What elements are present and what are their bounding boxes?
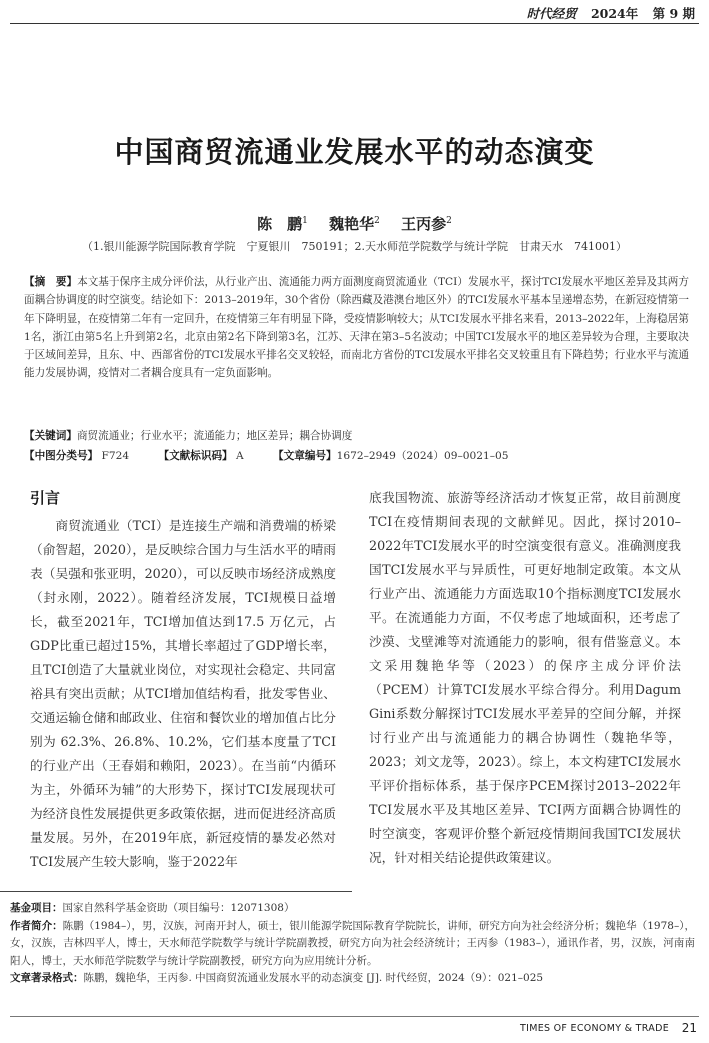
- body-column-right: [369, 486, 681, 870]
- author-bio-text: 陈鹏（1984–），男，汉族，河南开封人，硕士，银川能源学院国际教育学院院长，讲师，研究方向为社会经济分析；魏艳华（1978–），女，汉族，吉林四平人，博士，天水师范学院数学与统计学院副教授，研究方向为社会经济统计；王丙参（1983–），通讯作者，男，汉族，河南南阳人，博士，天水师范学院数学与统计学院副教授，研究方向为应用统计分析。: [10, 919, 696, 967]
- doc-code: [158, 450, 243, 462]
- author-3: [401, 215, 452, 233]
- clc-code: [24, 450, 129, 462]
- footer-rule: [10, 1016, 699, 1017]
- author-3-affil-mark: 2: [446, 216, 452, 226]
- header-rule: [10, 23, 699, 24]
- journal-name: 时代经贸: [526, 6, 577, 21]
- author-bio-label: 作者简介：: [10, 919, 63, 932]
- page-number: 21: [681, 1021, 697, 1035]
- citation-note: [10, 970, 695, 988]
- body-column-left: [30, 514, 336, 874]
- citation-label: 文章著录格式：: [10, 972, 84, 985]
- classification-line: [24, 448, 689, 463]
- footer-journal-name: TIMES OF ECONOMY & TRADE: [520, 1023, 669, 1034]
- keywords: [24, 428, 689, 443]
- author-bio-note: [10, 918, 695, 971]
- article-number-value: 1672–2949（2024）09–0021–05: [336, 450, 509, 462]
- citation-text: 陈鹏，魏艳华，王丙参. 中国商贸流通业发展水平的动态演变 [J]. 时代经贸，2024（9）：021–025: [83, 972, 544, 985]
- doc-label: 【文献标识码】: [158, 450, 233, 462]
- intro-paragraph-1: 商贸流通业（TCI）是连接生产端和消费端的桥梁（俞智超，2020），是反映综合国力与生活水平的晴雨表（吴强和张亚明，2020），可以反映市场经济成熟度（封永刚，2022）。随着经济发展，TCI规模日益增长，截至2021年，TCI增加值达到17.5 万亿元，占GDP比重已超过15%，其增长率超过了GDP增长率，且TCI创造了大量就业岗位，对实现社会稳定、共同富裕具有突出贡献；从TCI增加值结构看，批发零售业、交通运输仓储和邮政业、住宿和餐饮业的增加值占比分别为 62.3%、26.8%、10.2%，它们基本度量了TCI的行业产出（王春娟和赖阳，2023）。在当前“内循环为主，外循环为辅”的大形势下，探讨TCI发展现状可为经济良性发展提供更多政策依据，进而促进经济高质量发展。另外，在2019年底，新冠疫情的暴发必然对TCI发展产生较大影响，鉴于2022年: [30, 518, 336, 869]
- journal-issue: 第 9 期: [652, 6, 695, 21]
- article-number: [273, 450, 508, 462]
- author-2-affil-mark: 2: [374, 216, 380, 226]
- running-header: [517, 4, 695, 22]
- keywords-label: 【关键词】: [24, 430, 77, 442]
- affiliation: （1.银川能源学院国际教育学院 宁夏银川 750191；2.天水师范学院数学与统计学院 甘肃天水 741001）: [82, 240, 627, 253]
- doc-value: A: [236, 450, 244, 462]
- author-3-name: 王丙参: [401, 215, 447, 233]
- abstract-text: 本文基于保序主成分评价法，从行业产出、流通能力两方面测度商贸流通业（TCI）发展水平，探讨TCI发展水平地区差异及其两方面耦合协调度的时空演变。结论如下：2013–2019年，30个省份（除西藏及港澳台地区外）的TCI发展水平基本呈递增态势，在新冠疫情第一年下降明显，在疫情第二年有一定回升，在疫情第三年有明显下降，受疫情影响较大；从TCI发展水平排名来看，2013–2022年，上海稳居第1名，浙江由第5名上升到第2名，北京由第2名下降到第3名，江苏、天津在第3–5名波动；中国TCI发展水平的地区差异较为合理，主要取决于区域间差异，且东、中、西部省份的TCI发展水平排名交叉较轻，而南北方省份的TCI发展水平排名交叉较重且有下降趋势；行业水平与流通能力发展协调，疫情对二者耦合度具有一定负面影响。: [24, 276, 689, 380]
- clc-label: 【中图分类号】: [24, 450, 99, 462]
- section-heading-intro: 引言: [30, 489, 61, 507]
- author-1: [257, 215, 308, 233]
- author-list: [0, 213, 709, 234]
- author-1-name: 陈 鹏: [257, 215, 303, 233]
- abstract-label: 【摘 要】: [24, 276, 78, 288]
- clc-value: F724: [101, 450, 130, 462]
- author-2: [329, 215, 380, 233]
- fund-label: 基金项目：: [10, 902, 63, 914]
- fund-text: 国家自然科学基金资助（项目编号：12071308）: [62, 902, 295, 914]
- footnotes: [10, 900, 695, 988]
- footnote-rule: [0, 891, 352, 892]
- intro-paragraph-2: 底我国物流、旅游等经济活动才恢复正常，故目前测度TCI在疫情期间表现的文献鲜见。因此，探讨2010–2022年TCI发展水平的时空演变很有意义。准确测度我国TCI发展水平与异质性，可更好地制定政策。本文从行业产出、流通能力方面选取10个指标测度TCI发展水平。在流通能力方面，不仅考虑了地域面积，还考虑了沙漠、戈壁滩等对流通能力的影响，很有借鉴意义。本文采用魏艳华等（2023）的保序主成分评价法（PCEM）计算TCI发展水平综合得分。利用Dagum Gini系数分解探讨TCI发展水平差异的空间分解，并探讨行业产出与流通能力的耦合协调性（魏艳华等，2023；刘文龙等，2023）。综上，本文构建TCI发展水平评价指标体系，基于保序PCEM探讨2013–2022年TCI发展水平及其地区差异、TCI两方面耦合协调性的时空演变，客观评价整个新冠疫情期间我国TCI发展状况，针对相关结论提供政策建议。: [369, 490, 681, 865]
- article-number-label: 【文章编号】: [273, 450, 337, 462]
- author-2-name: 魏艳华: [329, 215, 375, 233]
- fund-note: [10, 900, 695, 918]
- keywords-text: 商贸流通业；行业水平；流通能力；地区差异；耦合协调度: [76, 430, 353, 442]
- journal-year: 2024年: [590, 6, 639, 21]
- abstract: [24, 273, 689, 383]
- author-1-affil-mark: 1: [302, 216, 308, 226]
- article-title: 中国商贸流通业发展水平的动态演变: [114, 135, 595, 169]
